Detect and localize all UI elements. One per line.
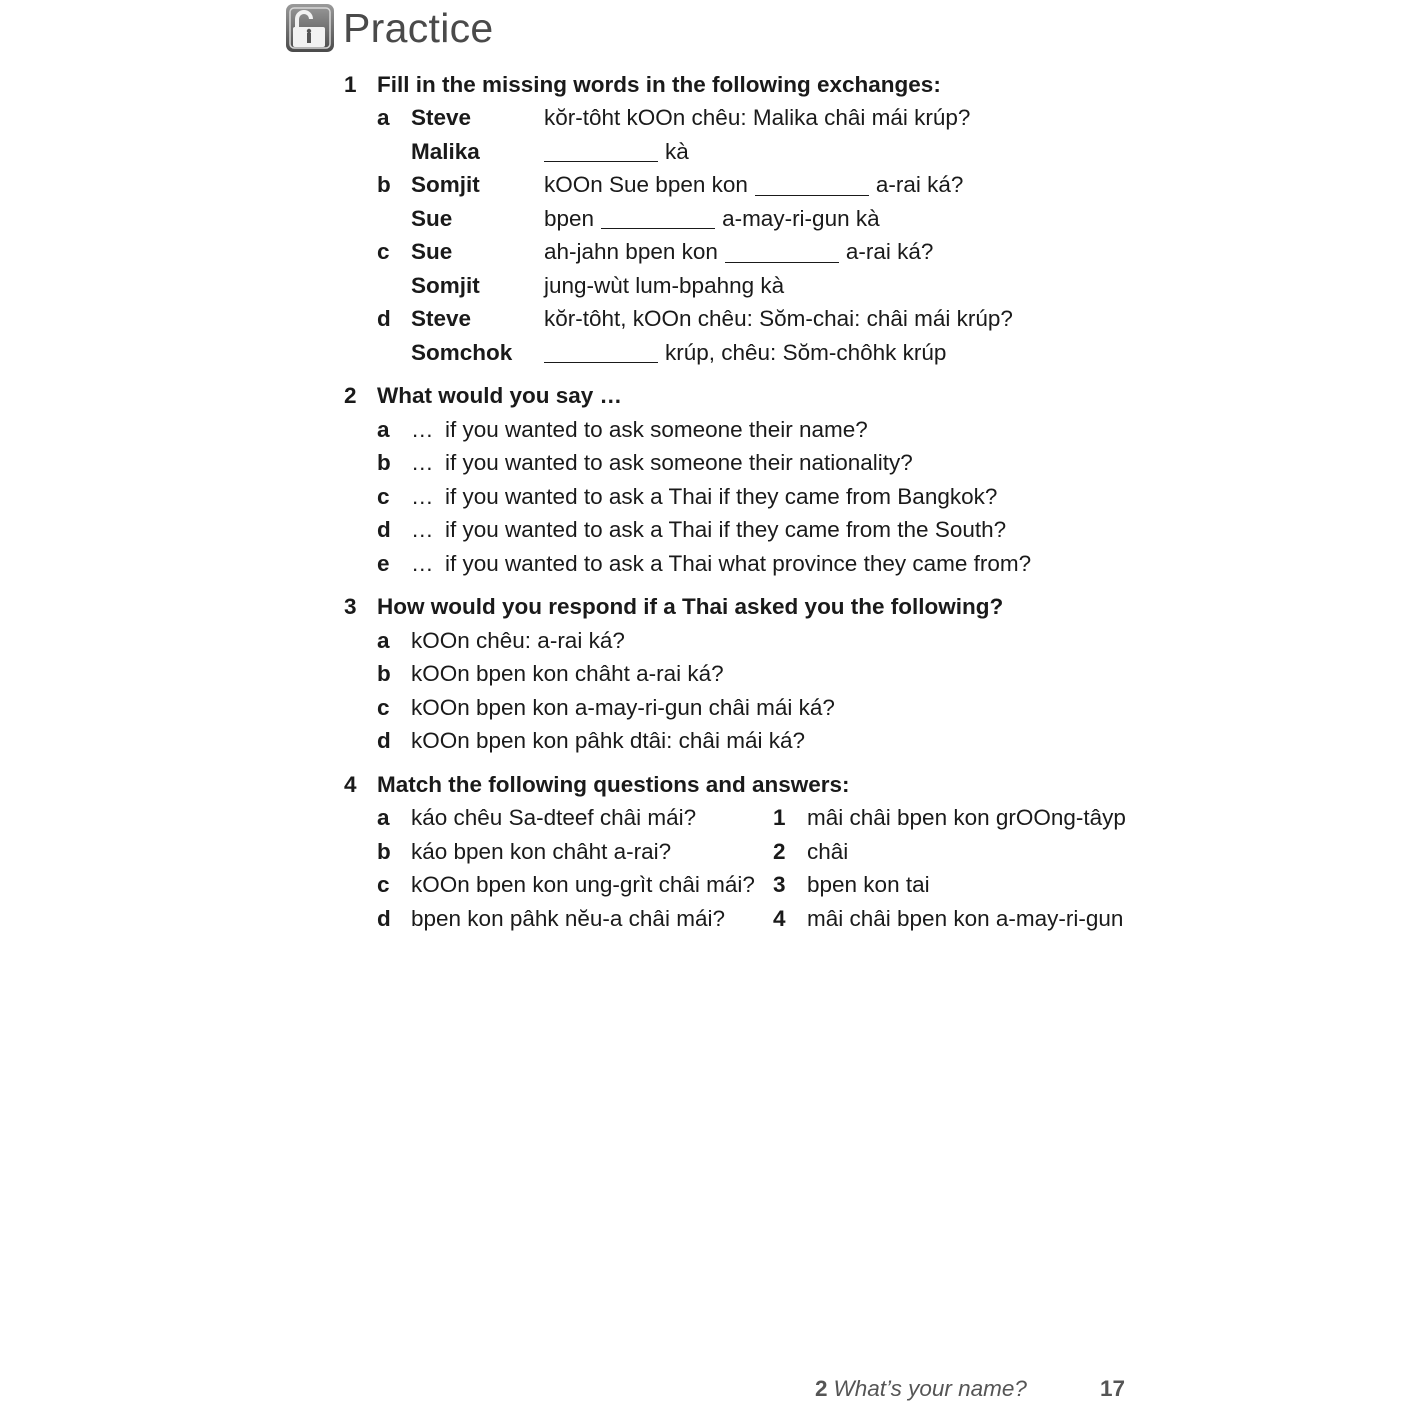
item-letter: a (377, 105, 390, 131)
chapter-title: What’s your name? (833, 1376, 1027, 1401)
match-row (344, 869, 1144, 903)
item-letter: a (377, 805, 390, 831)
exercise-number: 3 (344, 594, 357, 620)
item-letter: c (377, 483, 390, 509)
speaker-name: Steve (411, 306, 472, 332)
list-item (344, 658, 1144, 692)
item-text: kOOn bpen kon pâhk dtâi: châi mái ká? (411, 728, 805, 754)
answer-number: 2 (773, 838, 786, 864)
dialogue-text: ah-jahn bpen kon (544, 239, 718, 265)
item-letter: b (377, 838, 391, 864)
item-text: if you wanted to ask someone their name? (445, 416, 868, 442)
exercise-4 (344, 768, 1144, 936)
item-letter: a (377, 627, 390, 653)
dialogue-text: kOOn Sue bpen kon (544, 172, 748, 198)
answer-text: mâi châi bpen kon grOOng-tâyp (807, 805, 1126, 831)
dialogue-line (344, 269, 1144, 303)
dialogue-line (344, 102, 1144, 136)
answer-blank[interactable] (755, 175, 869, 196)
page-header (285, 2, 494, 54)
dialogue-line (344, 303, 1144, 337)
list-item (344, 413, 1144, 447)
dialogue-text: a-rai ká? (845, 239, 934, 265)
list-item (344, 447, 1144, 481)
list-item (344, 514, 1144, 548)
list-item (344, 691, 1144, 725)
answer-number: 4 (773, 905, 786, 931)
answer-blank[interactable] (544, 141, 658, 162)
match-row (344, 802, 1144, 836)
item-text: if you wanted to ask someone their nationality? (445, 450, 913, 476)
item-letter: b (377, 450, 391, 476)
dialogue-line (344, 236, 1144, 270)
dialogue-text: krúp, chêu: Sŏm-chôhk krúp (665, 339, 947, 365)
practice-icon (285, 3, 335, 53)
item-text: if you wanted to ask a Thai what province they came from? (445, 550, 1032, 576)
dialogue-line (344, 202, 1144, 236)
list-item (344, 480, 1144, 514)
item-text: if you wanted to ask a Thai if they came from Bangkok? (445, 483, 998, 509)
item-text: if you wanted to ask a Thai if they came from the South? (445, 517, 1007, 543)
dialogue-line (344, 169, 1144, 203)
ellipsis: … (411, 450, 434, 476)
ellipsis: … (411, 517, 434, 543)
question-text: kOOn bpen kon ung-grìt châi mái? (411, 872, 755, 898)
answer-blank[interactable] (544, 342, 658, 363)
dialogue-text: bpen (544, 205, 595, 231)
dialogue-text: a-may-ri-gun kà (722, 205, 880, 231)
exercise-instruction: How would you respond if a Thai asked you the following? (377, 594, 1004, 620)
speaker-name: Sue (411, 239, 453, 265)
answer-text: bpen kon tai (807, 872, 930, 898)
exercise-heading (344, 768, 1144, 802)
item-letter: b (377, 172, 391, 198)
item-letter: d (377, 306, 391, 332)
list-item (344, 725, 1144, 759)
dialogue-text: kà (665, 138, 689, 164)
answer-blank[interactable] (725, 242, 839, 263)
match-row (344, 902, 1144, 936)
answer-text: mâi châi bpen kon a-may-ri-gun (807, 905, 1124, 931)
page-number: 17 (1100, 1376, 1126, 1401)
item-letter: a (377, 416, 390, 442)
exercise-1 (344, 68, 1144, 370)
exercise-2 (344, 380, 1144, 581)
answer-number: 1 (773, 805, 786, 831)
dialogue-text: jung-wùt lum-bpahng kà (544, 272, 785, 298)
speaker-name: Somjit (411, 272, 480, 298)
page-title: Practice (343, 4, 494, 51)
page-footer (815, 1374, 1027, 1404)
ellipsis: … (411, 416, 434, 442)
item-text: kOOn chêu: a-rai ká? (411, 627, 625, 653)
speaker-name: Sue (411, 205, 453, 231)
exercise-instruction: What would you say … (377, 383, 623, 409)
answer-blank[interactable] (601, 208, 715, 229)
exercise-list (344, 68, 1144, 946)
speaker-name: Somjit (411, 172, 480, 198)
item-letter: c (377, 239, 390, 265)
item-letter: d (377, 517, 391, 543)
speaker-name: Steve (411, 105, 472, 131)
dialogue-text: a-rai ká? (875, 172, 964, 198)
exercise-instruction: Fill in the missing words in the following exchanges: (377, 71, 941, 97)
item-letter: c (377, 872, 390, 898)
exercise-heading (344, 591, 1144, 625)
answer-text: châi (807, 838, 849, 864)
question-text: káo chêu Sa-dteef châi mái? (411, 805, 697, 831)
question-text: káo bpen kon châht a-rai? (411, 838, 672, 864)
exercise-number: 2 (344, 383, 357, 409)
exercise-3 (344, 591, 1144, 759)
exercise-instruction: Match the following questions and answers: (377, 771, 850, 797)
item-letter: c (377, 694, 390, 720)
speaker-name: Malika (411, 138, 480, 164)
ellipsis: … (411, 550, 434, 576)
speaker-name: Somchok (411, 339, 513, 365)
dialogue-line (344, 336, 1144, 370)
exercise-number: 1 (344, 71, 357, 97)
dialogue-line (344, 135, 1144, 169)
item-text: kOOn bpen kon a-may-ri-gun châi mái ká? (411, 694, 835, 720)
item-letter: d (377, 905, 391, 931)
exercise-heading (344, 380, 1144, 414)
answer-number: 3 (773, 872, 786, 898)
exercise-number: 4 (344, 771, 357, 797)
chapter-number: 2 (815, 1376, 828, 1401)
item-letter: e (377, 550, 390, 576)
dialogue-text: kŏr-tôht kOOn chêu: Malika châi mái krúp? (544, 105, 971, 131)
exercise-heading (344, 68, 1144, 102)
question-text: bpen kon pâhk nĕu-a châi mái? (411, 905, 725, 931)
item-letter: d (377, 728, 391, 754)
item-letter: b (377, 661, 391, 687)
list-item (344, 547, 1144, 581)
match-row (344, 835, 1144, 869)
list-item (344, 624, 1144, 658)
dialogue-text: kŏr-tôht, kOOn chêu: Sŏm-chai: châi mái krúp? (544, 306, 1013, 332)
ellipsis: … (411, 483, 434, 509)
item-text: kOOn bpen kon châht a-rai ká? (411, 661, 724, 687)
